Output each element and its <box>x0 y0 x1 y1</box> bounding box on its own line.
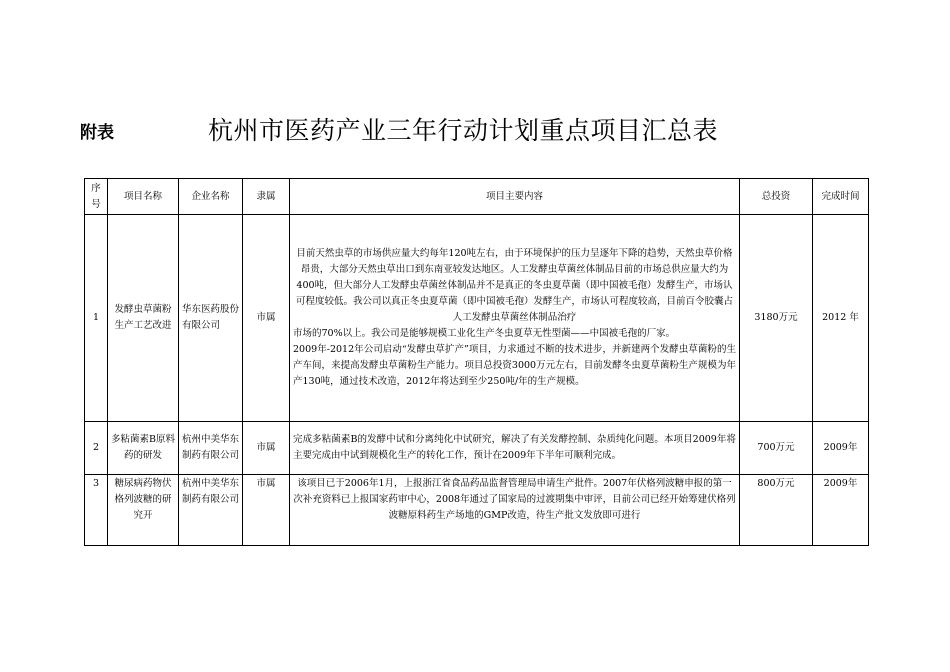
project-summary-table <box>84 178 869 546</box>
cell-completion: 2009年 <box>813 422 869 475</box>
cell-investment: 800万元 <box>740 475 813 546</box>
content-paragraph: 目前天然虫草的市场供应量大约每年120吨左右，由于环境保护的压力呈逐年下降的趋势，天然虫草价格昂贵，大部分天然虫草出口到东南亚较发达地区。人工发酵虫草菌丝体制品目前的市场总供应量大约为400吨，但大部分人工发酵虫草菌丝体制品并不是真正的冬虫夏草菌（即中国被毛孢）发酵生产，市场认可程度较低。我公司以真正冬虫夏草菌（即中国被毛孢）发酵生产，市场认可程度较高，目前百令胶囊占人工发酵虫草菌丝体制品治疗 <box>295 248 733 323</box>
cell-no: 3 <box>85 475 108 546</box>
cell-investment: 700万元 <box>740 422 813 475</box>
cell-affiliation: 市属 <box>243 215 290 422</box>
page-title: 杭州市医药产业三年行动计划重点项目汇总表 <box>208 116 719 145</box>
attachment-label: 附表 <box>80 123 114 143</box>
content-paragraph: 2009年-2012年公司启动“发酵虫草扩产”项目，力求通过不断的技术进步，并新建两个发酵虫草菌粉的生产车间，来提高发酵虫草菌粉生产能力。项目总投资3000万元左右，目前发酵冬虫夏草菌粉生产规模为年产130吨，通过技术改造，2012年将达到至少250吨/年的生产规模。 <box>293 344 736 387</box>
cell-completion: 2009年 <box>813 475 869 546</box>
cell-affiliation: 市属 <box>243 422 290 475</box>
header-no: 序号 <box>85 179 108 215</box>
header-company: 企业名称 <box>179 179 243 215</box>
cell-name: 多粘菌素B原料药的研发 <box>108 422 179 475</box>
cell-name: 糖尿病药物伏格列波糖的研究开 <box>108 475 179 546</box>
table-row <box>85 422 869 475</box>
cell-company: 华东医药股份有限公司 <box>179 215 243 422</box>
header-affiliation: 隶属 <box>243 179 290 215</box>
cell-affiliation: 市属 <box>243 475 290 546</box>
cell-name: 发酵虫草菌粉生产工艺改进 <box>108 215 179 422</box>
cell-content: 完成多粘菌素B的发酵中试和分离纯化中试研究，解决了有关发酵控制、杂质纯化问题。本项目2009年将主要完成由中试到规模化生产的转化工作，预计在2009年下半年可顺利完成。 <box>290 422 740 475</box>
cell-content <box>290 215 740 422</box>
cell-no: 1 <box>85 215 108 422</box>
cell-investment: 3180万元 <box>740 215 813 422</box>
cell-completion: 2012 年 <box>813 215 869 422</box>
cell-company: 杭州中美华东制药有限公司 <box>179 475 243 546</box>
header-content: 项目主要内容 <box>290 179 740 215</box>
header-name: 项目名称 <box>108 179 179 215</box>
cell-company: 杭州中美华东制药有限公司 <box>179 422 243 475</box>
cell-content: 该项目已于2006年1月，上报浙江省食品药品监督管理局申请生产批件。2007年伏格列波糖申报的第一次补充资料已上报国家药审中心，2008年通过了国家局的过渡期集中审评，目前公司已经开始筹建伏格列波糖原料药生产场地的GMP改造，待生产批文发放即可进行 <box>290 475 740 546</box>
cell-no: 2 <box>85 422 108 475</box>
header-investment: 总投资 <box>740 179 813 215</box>
table-header-row <box>85 179 869 215</box>
table-row <box>85 475 869 546</box>
content-paragraph: 市场的70%以上。我公司是能够规模工业化生产冬虫夏草无性型菌——中国被毛孢的厂家。 <box>293 328 676 339</box>
header-completion: 完成时间 <box>813 179 869 215</box>
table-row <box>85 215 869 422</box>
